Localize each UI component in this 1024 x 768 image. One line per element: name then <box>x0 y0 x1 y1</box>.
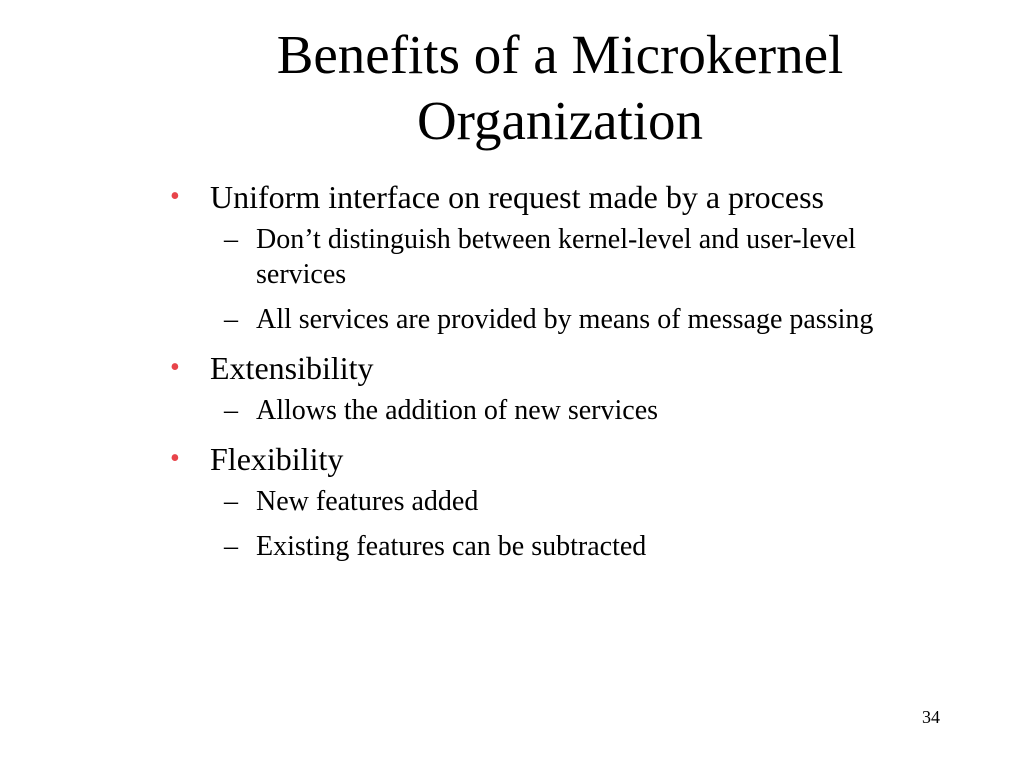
dash-icon: – <box>224 486 238 517</box>
sub-bullet-list <box>210 222 928 337</box>
dash-icon: – <box>224 224 238 255</box>
sub-bullet-item <box>210 393 928 428</box>
sub-bullet-item <box>210 484 928 519</box>
bullet-item-uniform-interface <box>168 176 928 337</box>
bullet-item-flexibility <box>168 438 928 564</box>
bullet-icon: • <box>170 443 180 474</box>
bullet-text: Flexibility <box>210 441 344 477</box>
bullet-icon: • <box>170 352 180 383</box>
dash-icon: – <box>224 304 238 335</box>
sub-bullet-item <box>210 302 928 337</box>
bullet-list <box>168 176 928 574</box>
bullet-item-extensibility <box>168 347 928 428</box>
sub-bullet-item <box>210 529 928 564</box>
dash-icon: – <box>224 395 238 426</box>
page-number: 34 <box>922 707 940 727</box>
bullet-icon: • <box>170 181 180 212</box>
sub-bullet-text: Allows the addition of new services <box>256 395 659 426</box>
sub-bullet-list <box>210 393 928 428</box>
bullet-text: Extensibility <box>210 350 374 386</box>
sub-bullet-text: New features added <box>256 486 479 517</box>
slide-title: Benefits of a Microkernel Organization <box>276 24 844 151</box>
sub-bullet-text: All services are provided by means of message passing <box>256 304 874 335</box>
sub-bullet-text: Don’t distinguish between kernel-level and user-level services <box>256 224 856 290</box>
dash-icon: – <box>224 531 238 562</box>
sub-bullet-item <box>210 222 928 292</box>
sub-bullet-text: Existing features can be subtracted <box>256 531 647 562</box>
sub-bullet-list <box>210 484 928 564</box>
bullet-text: Uniform interface on request made by a process <box>210 179 824 215</box>
